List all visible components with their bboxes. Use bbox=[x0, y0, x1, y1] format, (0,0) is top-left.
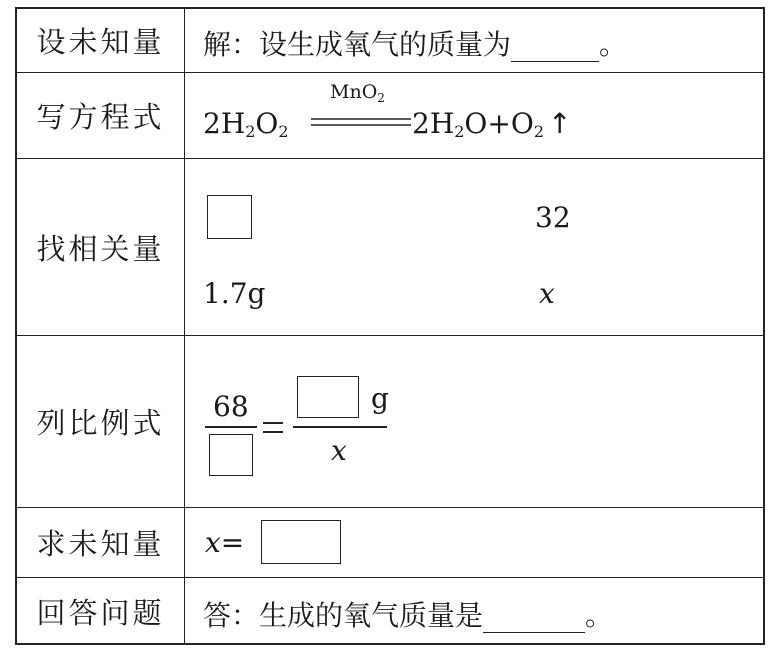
reactant-h-sub: 2 bbox=[245, 122, 256, 141]
left-fraction-bar bbox=[205, 426, 257, 428]
catalyst-sub: 2 bbox=[377, 91, 385, 105]
product-water-o: O bbox=[464, 107, 488, 140]
left-numerator: 68 bbox=[213, 390, 249, 423]
right-numerator-box[interactable] bbox=[297, 376, 359, 418]
row-set-unknown bbox=[17, 9, 763, 73]
x-equals: x= bbox=[205, 526, 245, 559]
solution-table bbox=[15, 7, 765, 645]
row-content bbox=[185, 336, 763, 507]
set-unknown-text bbox=[203, 23, 627, 63]
row-content bbox=[185, 73, 763, 158]
set-unknown-prefix: 解：设生成氧气的质量为 bbox=[203, 28, 512, 61]
unknown-x: x bbox=[539, 277, 555, 310]
row-content bbox=[185, 508, 763, 577]
product-oxygen: O bbox=[510, 107, 534, 140]
left-denominator-box[interactable] bbox=[209, 434, 253, 476]
product-water-h: 2H bbox=[412, 107, 455, 140]
row-content bbox=[185, 9, 763, 72]
right-fraction-bar bbox=[293, 426, 387, 428]
catalyst-text: MnO bbox=[330, 81, 378, 103]
equals-line-bottom bbox=[263, 431, 283, 433]
answer-prefix: 答：生成的氧气质量是 bbox=[203, 599, 484, 632]
row-label: 设未知量 bbox=[17, 9, 185, 72]
reactant bbox=[203, 107, 289, 141]
products bbox=[412, 107, 571, 141]
product-water-sub: 2 bbox=[454, 122, 465, 141]
reaction-equals-sign bbox=[311, 117, 411, 127]
set-unknown-suffix: 。 bbox=[599, 28, 628, 61]
right-unit: g bbox=[371, 382, 389, 415]
row-label: 写方程式 bbox=[17, 73, 185, 158]
catalyst-label bbox=[330, 81, 385, 105]
row-content bbox=[185, 578, 763, 645]
x-answer-box[interactable] bbox=[261, 520, 341, 564]
reactant-o-sub: 2 bbox=[278, 122, 289, 141]
h2o2-molar-mass-box[interactable] bbox=[207, 195, 252, 239]
h2o2-mass: 1.7g bbox=[203, 277, 266, 310]
gas-arrow-icon: ↑ bbox=[548, 107, 572, 140]
plus-sign: + bbox=[487, 107, 511, 140]
row-label: 求未知量 bbox=[17, 508, 185, 577]
row-proportion bbox=[17, 336, 763, 508]
answer-blank[interactable] bbox=[511, 28, 599, 62]
row-label: 列比例式 bbox=[17, 336, 185, 507]
row-solve bbox=[17, 508, 763, 578]
row-label: 找相关量 bbox=[17, 159, 185, 335]
row-content bbox=[185, 159, 763, 335]
equals-line-top bbox=[263, 422, 283, 424]
o2-molar-mass: 32 bbox=[535, 201, 571, 234]
row-related-quantities bbox=[17, 159, 763, 336]
row-equation bbox=[17, 73, 763, 159]
row-label: 回答问题 bbox=[17, 578, 185, 645]
answer-suffix: 。 bbox=[585, 599, 614, 632]
row-answer bbox=[17, 578, 763, 645]
reactant-o: O bbox=[255, 107, 279, 140]
reactant-h: 2H bbox=[203, 107, 246, 140]
answer-blank[interactable] bbox=[483, 599, 585, 633]
right-denominator: x bbox=[331, 434, 347, 467]
product-oxygen-sub: 2 bbox=[533, 122, 545, 141]
answer-text bbox=[203, 594, 613, 634]
